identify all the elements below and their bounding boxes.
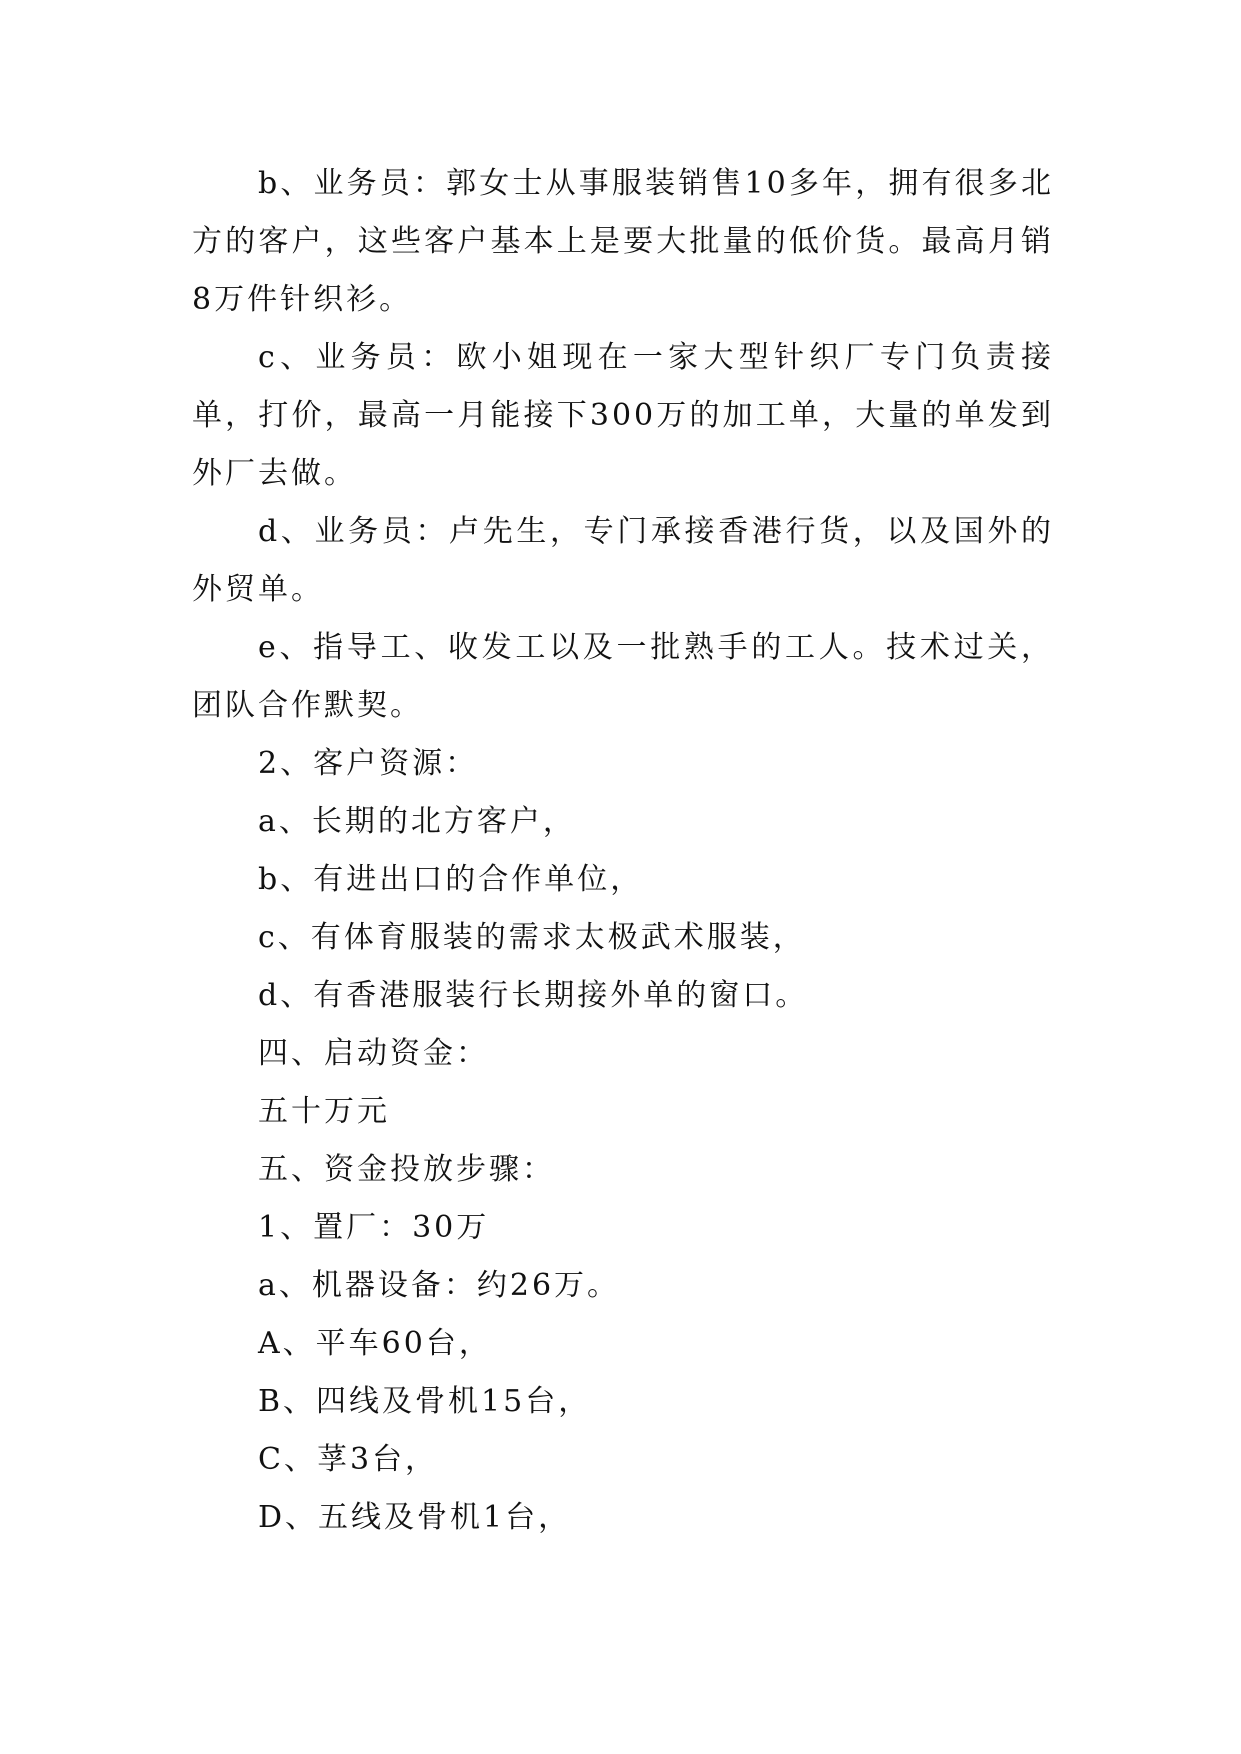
heading-investment-steps: 五、资金投放步骤： — [258, 1152, 555, 1187]
list-item: B、四线及骨机15台， — [258, 1384, 592, 1419]
list-item: a、长期的北方客户， — [258, 804, 576, 839]
paragraph-workers-e: e、指导工、收发工以及一批熟手的工人。技术过关，团队合作默契。 — [192, 630, 1054, 723]
list-item: d、有香港服装行长期接外单的窗口。 — [258, 978, 809, 1013]
list-item: D、五线及骨机1台， — [258, 1500, 572, 1535]
list-item: b、有进出口的合作单位， — [258, 862, 644, 897]
paragraph-salesperson-c: c、业务员：欧小姐现在一家大型针织厂专门负责接单，打价，最高一月能接下300万的加工单，大量的单发到外厂去做。 — [192, 340, 1054, 491]
document-body — [192, 155, 1054, 1547]
list-item: 1、置厂：30万 — [258, 1210, 490, 1245]
heading-startup-capital: 四、启动资金： — [258, 1036, 489, 1071]
list-item: c、有体育服装的需求太极武术服装， — [258, 920, 806, 955]
startup-capital-amount: 五十万元 — [258, 1094, 390, 1129]
heading-customer-resources: 2、客户资源： — [258, 746, 479, 781]
paragraph-salesperson-b: b、业务员：郭女士从事服装销售10多年，拥有很多北方的客户，这些客户基本上是要大批量的低价货。最高月销8万件针织衫。 — [192, 166, 1054, 317]
list-item: C、莩3台， — [258, 1442, 439, 1477]
paragraph-salesperson-d: d、业务员：卢先生，专门承接香港行货，以及国外的外贸单。 — [192, 514, 1054, 607]
list-item: A、平车60台， — [258, 1326, 492, 1361]
list-item: a、机器设备：约26万。 — [258, 1268, 621, 1303]
